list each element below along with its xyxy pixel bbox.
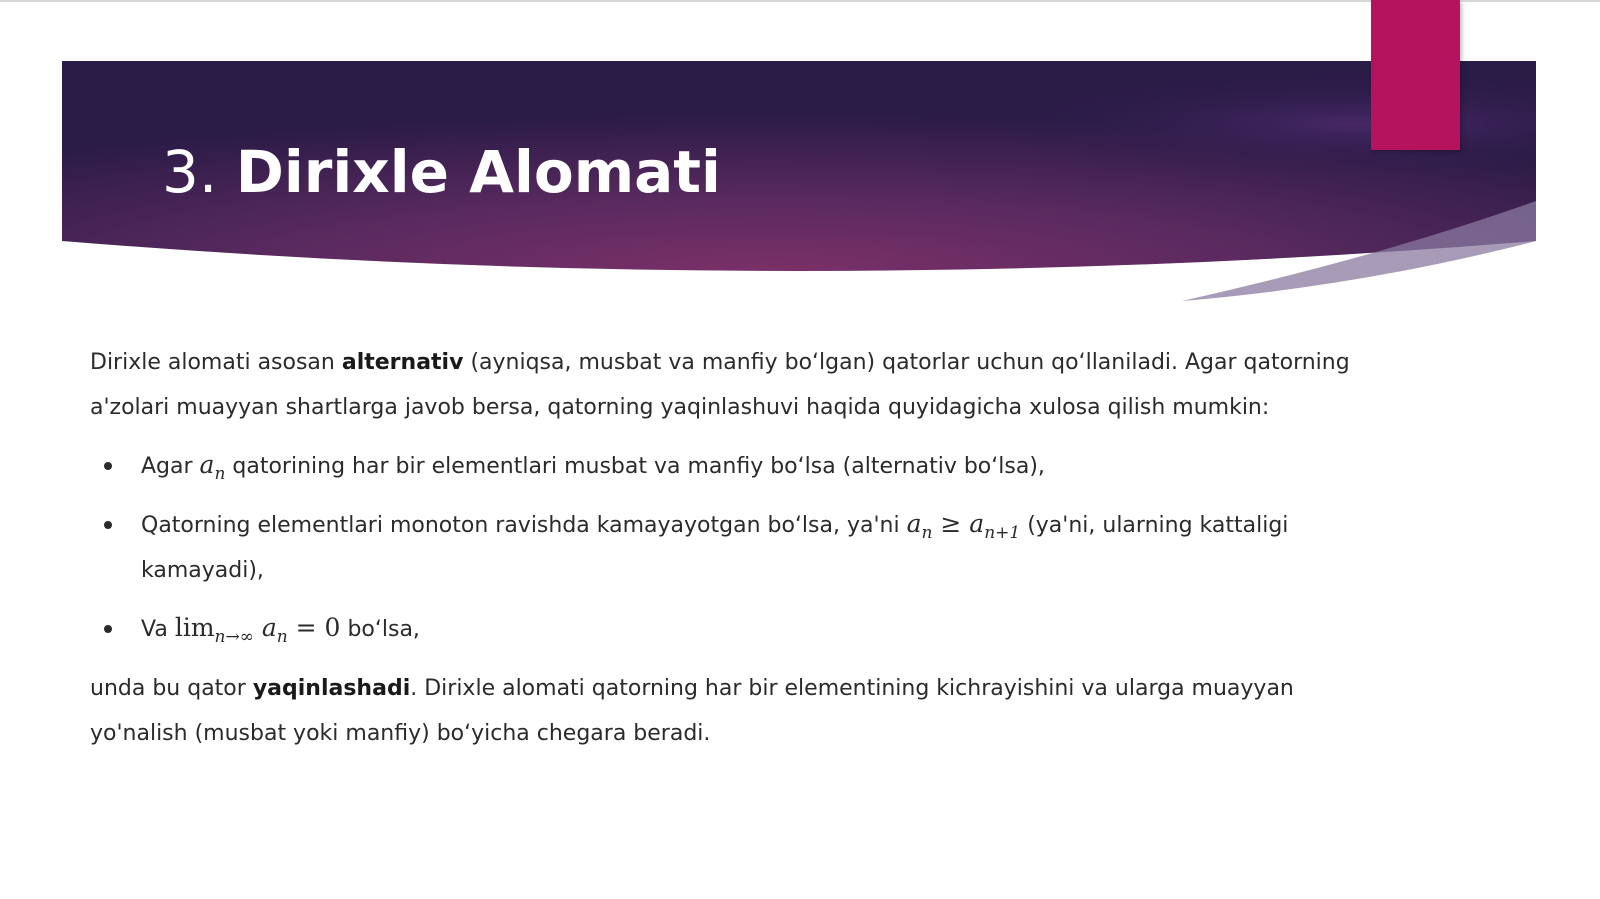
- conclusion-paragraph: [90, 666, 1350, 756]
- list-item: [90, 442, 1350, 489]
- top-divider: [0, 0, 1600, 2]
- bullet-text: Agar: [141, 454, 200, 479]
- math-expression: $\lim_{n\to\infty} a_n = 0$: [174, 613, 341, 647]
- bullet-text: qatorining har bir elementlari musbat va manfiy bo‘lsa (alternativ bo‘lsa),: [225, 454, 1045, 479]
- slide-title: [162, 138, 721, 208]
- intro-bold-term: alternativ: [341, 350, 464, 375]
- slide-content: [90, 340, 1350, 756]
- conclusion-text-end: . Dirixle alomati qatorning har bir elementining kichrayishini va ularga muayyan yo'nalish (musbat yoki manfiy) bo‘yicha chegara beradi.: [90, 676, 1294, 746]
- bullet-text: Qatorning elementlari monoton ravishda kamayayotgan bo‘lsa, ya'ni: [141, 513, 907, 538]
- intro-paragraph: [90, 340, 1350, 430]
- bullet-text: (ya'ni, ularning kattaligi kamayadi),: [141, 513, 1289, 583]
- title-number: 3.: [162, 138, 218, 206]
- condition-list: [90, 442, 1350, 652]
- math-expression: $a_n \ge a_{n+1}$: [906, 509, 1021, 543]
- title-text: Dirixle Alomati: [235, 138, 721, 206]
- intro-text-end: (ayniqsa, musbat va manfiy bo‘lgan) qatorlar uchun qo‘llaniladi. Agar qatorning a'zolari muayyan shartlarga javob bersa, qatorning yaqinlashuvi haqida quyidagicha xulosa qilish mumkin:: [90, 350, 1350, 420]
- bullet-text: Va: [141, 617, 175, 642]
- bullet-text: bo‘lsa,: [340, 617, 420, 642]
- intro-text-start: Dirixle alomati asosan: [90, 350, 342, 375]
- list-item: [90, 501, 1350, 593]
- math-expression: $a_n$: [199, 450, 226, 484]
- conclusion-text-start: unda bu qator: [90, 676, 253, 701]
- accent-block: [1371, 0, 1460, 150]
- conclusion-bold-term: yaqinlashadi: [252, 676, 411, 701]
- list-item: [90, 605, 1350, 652]
